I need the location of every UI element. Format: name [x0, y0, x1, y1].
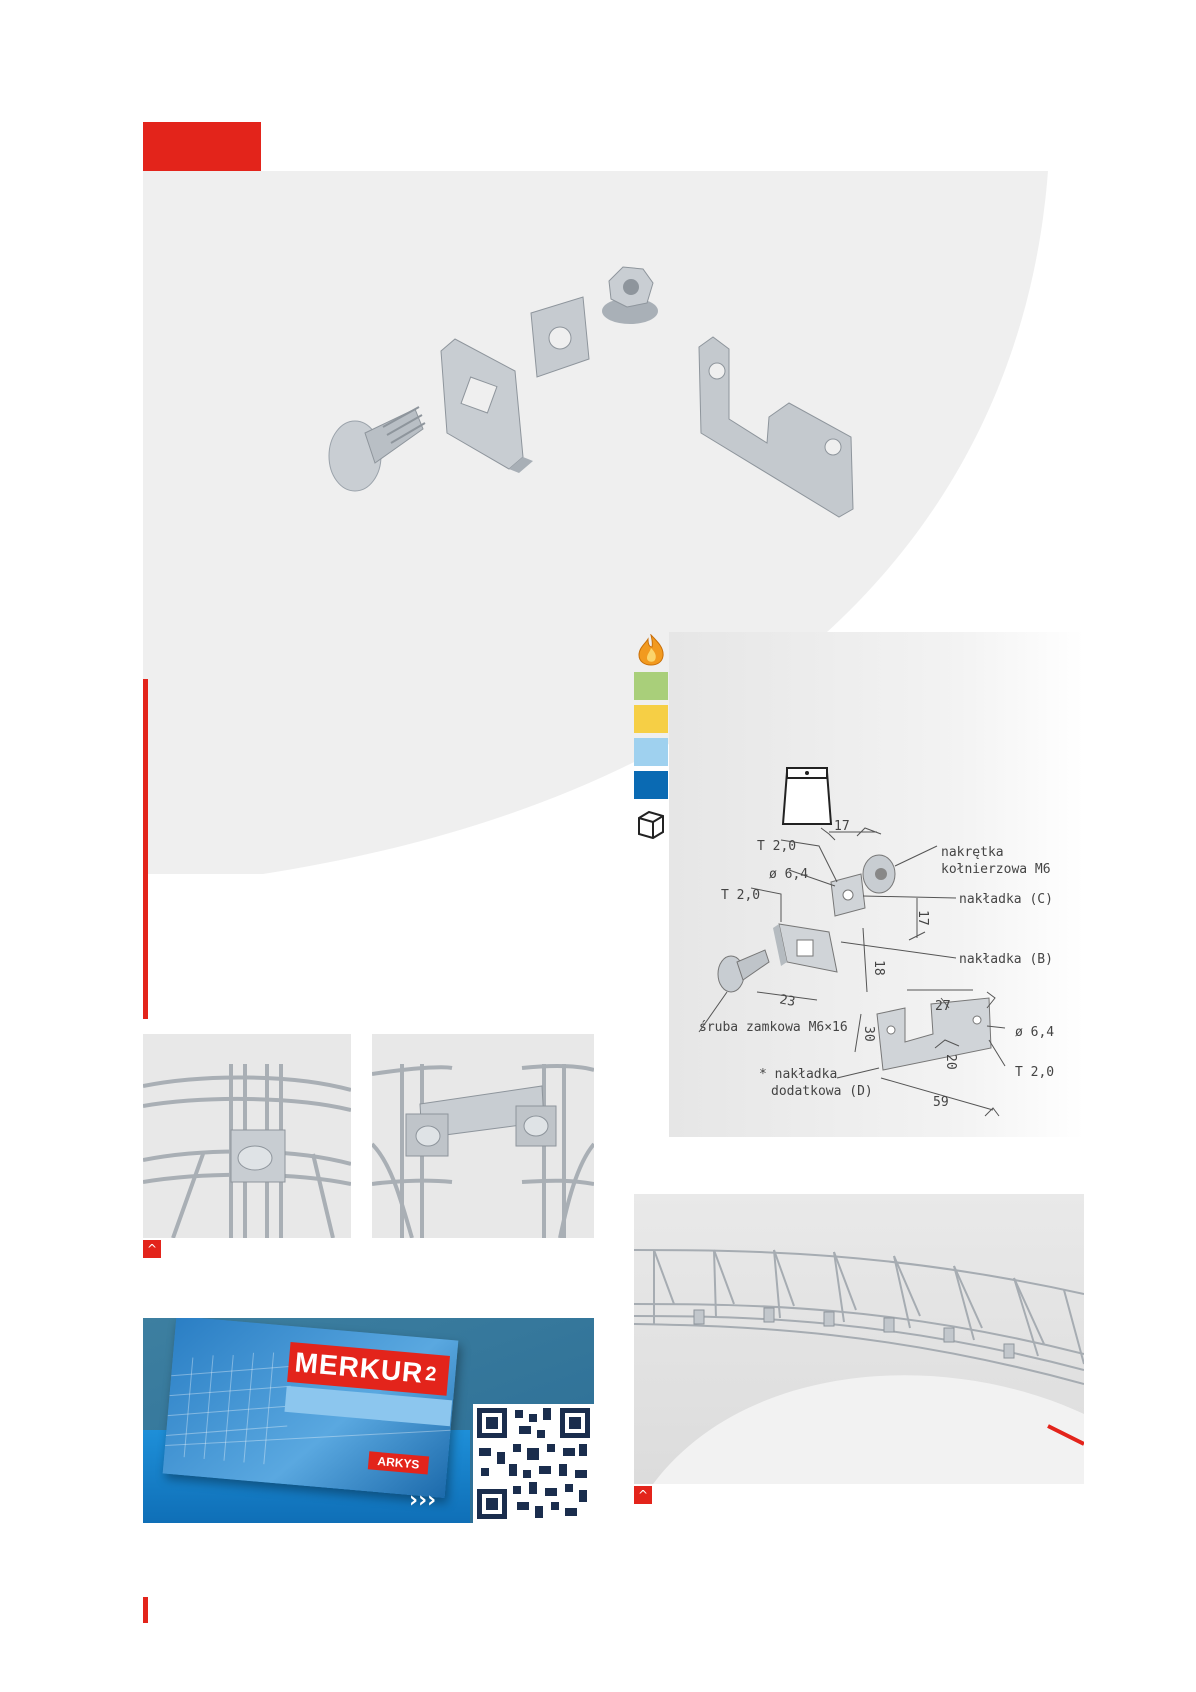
label-plate-d-line2: dodatkowa (D) [771, 1084, 873, 1099]
diagram-nut [863, 855, 895, 893]
label-nut-line1: nakrętka [941, 845, 1004, 860]
caret-icon[interactable]: ^ [634, 1486, 652, 1504]
label-plate-d-line1: * nakładka [759, 1067, 838, 1082]
qr-code[interactable] [473, 1404, 594, 1523]
label-d-64-right: ø 6,4 [1015, 1025, 1055, 1040]
label-dim-59: 59 [933, 1095, 949, 1110]
label-dim-23: 23 [778, 992, 797, 1010]
catalog-title: MERKUR $_2$ [287, 1342, 450, 1396]
lightblue-swatch [634, 738, 668, 766]
catalog-brand: ARKYS [368, 1451, 429, 1474]
catalog-banner[interactable] [143, 1318, 594, 1523]
label-dim-27: 27 [935, 999, 951, 1014]
side-red-rule [143, 679, 148, 1019]
label-t-top: T 2,0 [757, 839, 797, 854]
technical-diagram [669, 632, 1084, 1137]
diagram-plate-b [773, 924, 837, 972]
label-dim-17-side: 17 [915, 910, 930, 926]
curved-tray-photo [634, 1194, 1084, 1484]
bag-icon [783, 768, 831, 824]
label-t-mid: T 2,0 [721, 888, 761, 903]
flame-icon [634, 633, 668, 667]
banner-arrows-icon[interactable]: ››› [409, 1488, 437, 1513]
label-dim-18: 18 [871, 960, 886, 976]
label-plate-c: nakładka (C) [959, 892, 1053, 907]
box-icon [634, 807, 668, 841]
surface-legend [634, 633, 668, 846]
installation-photo-1 [143, 1034, 351, 1238]
label-dim-20: 20 [943, 1054, 958, 1070]
label-d-64-top: ø 6,4 [769, 867, 809, 882]
blue-swatch [634, 771, 668, 799]
caret-icon[interactable]: ^ [143, 1240, 161, 1258]
label-bolt: śruba zamkowa M6×16 [699, 1020, 848, 1035]
header-red-tab [143, 122, 261, 172]
label-t-bottom: T 2,0 [1015, 1065, 1055, 1080]
yellow-swatch [634, 705, 668, 733]
catalog-cover [163, 1318, 459, 1498]
green-swatch [634, 672, 668, 700]
footer-red-rule [143, 1597, 148, 1623]
diagram-plate-d [877, 998, 991, 1070]
label-dim-30: 30 [861, 1026, 876, 1042]
label-nut-line2: kołnierzowa M6 [941, 862, 1051, 877]
diagram-bolt [718, 950, 769, 992]
installation-photo-2 [372, 1034, 594, 1238]
label-plate-b: nakładka (B) [959, 952, 1053, 967]
label-dim-17-top: 17 [834, 819, 850, 834]
